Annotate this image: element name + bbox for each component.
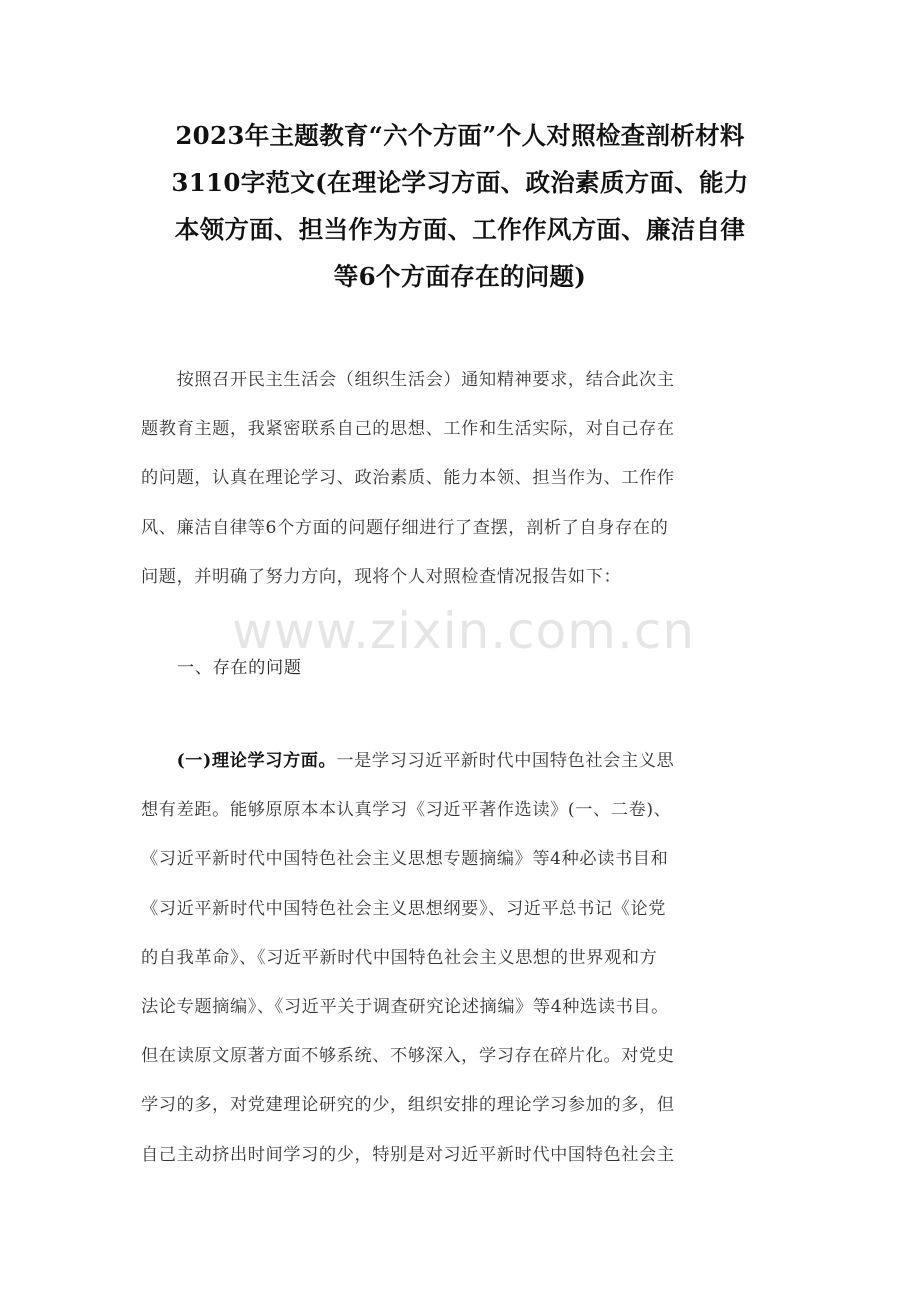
paragraph-line-rest: 一是学习习近平新时代中国特色社会主义思 (336, 751, 675, 771)
paragraph-line: 但在读原文原著方面不够系统、不够深入，学习存在碎片化。对党史 (141, 1046, 675, 1067)
paragraph-line: 按照召开民主生活会（组织生活会）通知精神要求，结合此次主 (141, 370, 675, 390)
paragraph-line: 《习近平新时代中国特色社会主义思想纲要》、习近平总书记《论党 (141, 898, 667, 919)
paragraph-line: 想有差距。能够原原本本认真学习《习近平著作选读》(一、二卷)、 (141, 800, 672, 821)
paragraph-line (141, 737, 801, 786)
paragraph-line: 《习近平新时代中国特色社会主义思想专题摘编》等4种必读书目和 (141, 849, 669, 870)
intro-paragraph (141, 356, 801, 602)
subsection-lead: (一)理论学习方面。 (141, 751, 337, 771)
paragraph-line: 学习的多，对党建理论研究的少，组织安排的理论学习参加的多，但 (141, 1095, 675, 1116)
section-heading: 一、存在的问题 (177, 658, 302, 678)
title-line: 等6个方面存在的问题) (333, 262, 587, 291)
paragraph-line: 自己主动挤出时间学习的少，特别是对习近平新时代中国特色社会主 (141, 1144, 675, 1165)
paragraph-line: 的问题，认真在理论学习、政治素质、能力本领、担当作为、工作作 (141, 468, 675, 489)
paragraph-line: 法论专题摘编》、《习近平关于调查研究论述摘编》等4种选读书目。 (141, 997, 669, 1018)
paragraph-line: 题教育主题，我紧密联系自己的思想、工作和生活实际，对自己存在 (141, 419, 675, 440)
body-paragraph (141, 737, 801, 1180)
paragraph-line: 的自我革命》、《习近平新时代中国特色社会主义思想的世界观和方 (141, 947, 658, 968)
title-line: 2023年主题教育“六个方面”个人对照检查剖析材料 (175, 121, 745, 150)
paragraph-line: 问题，并明确了努力方向，现将个人对照检查情况报告如下： (141, 566, 622, 587)
title-line: 本领方面、担当作为方面、工作作风方面、廉洁自律 (174, 215, 746, 244)
title-line: 3110字范文(在理论学习方面、政治素质方面、能力 (171, 168, 749, 197)
document-title (120, 112, 800, 300)
paragraph-line: 风、廉洁自律等6个方面的问题仔细进行了查摆，剖析了自身存在的 (141, 517, 669, 538)
watermark: www.zixin.com.cn (232, 602, 696, 660)
